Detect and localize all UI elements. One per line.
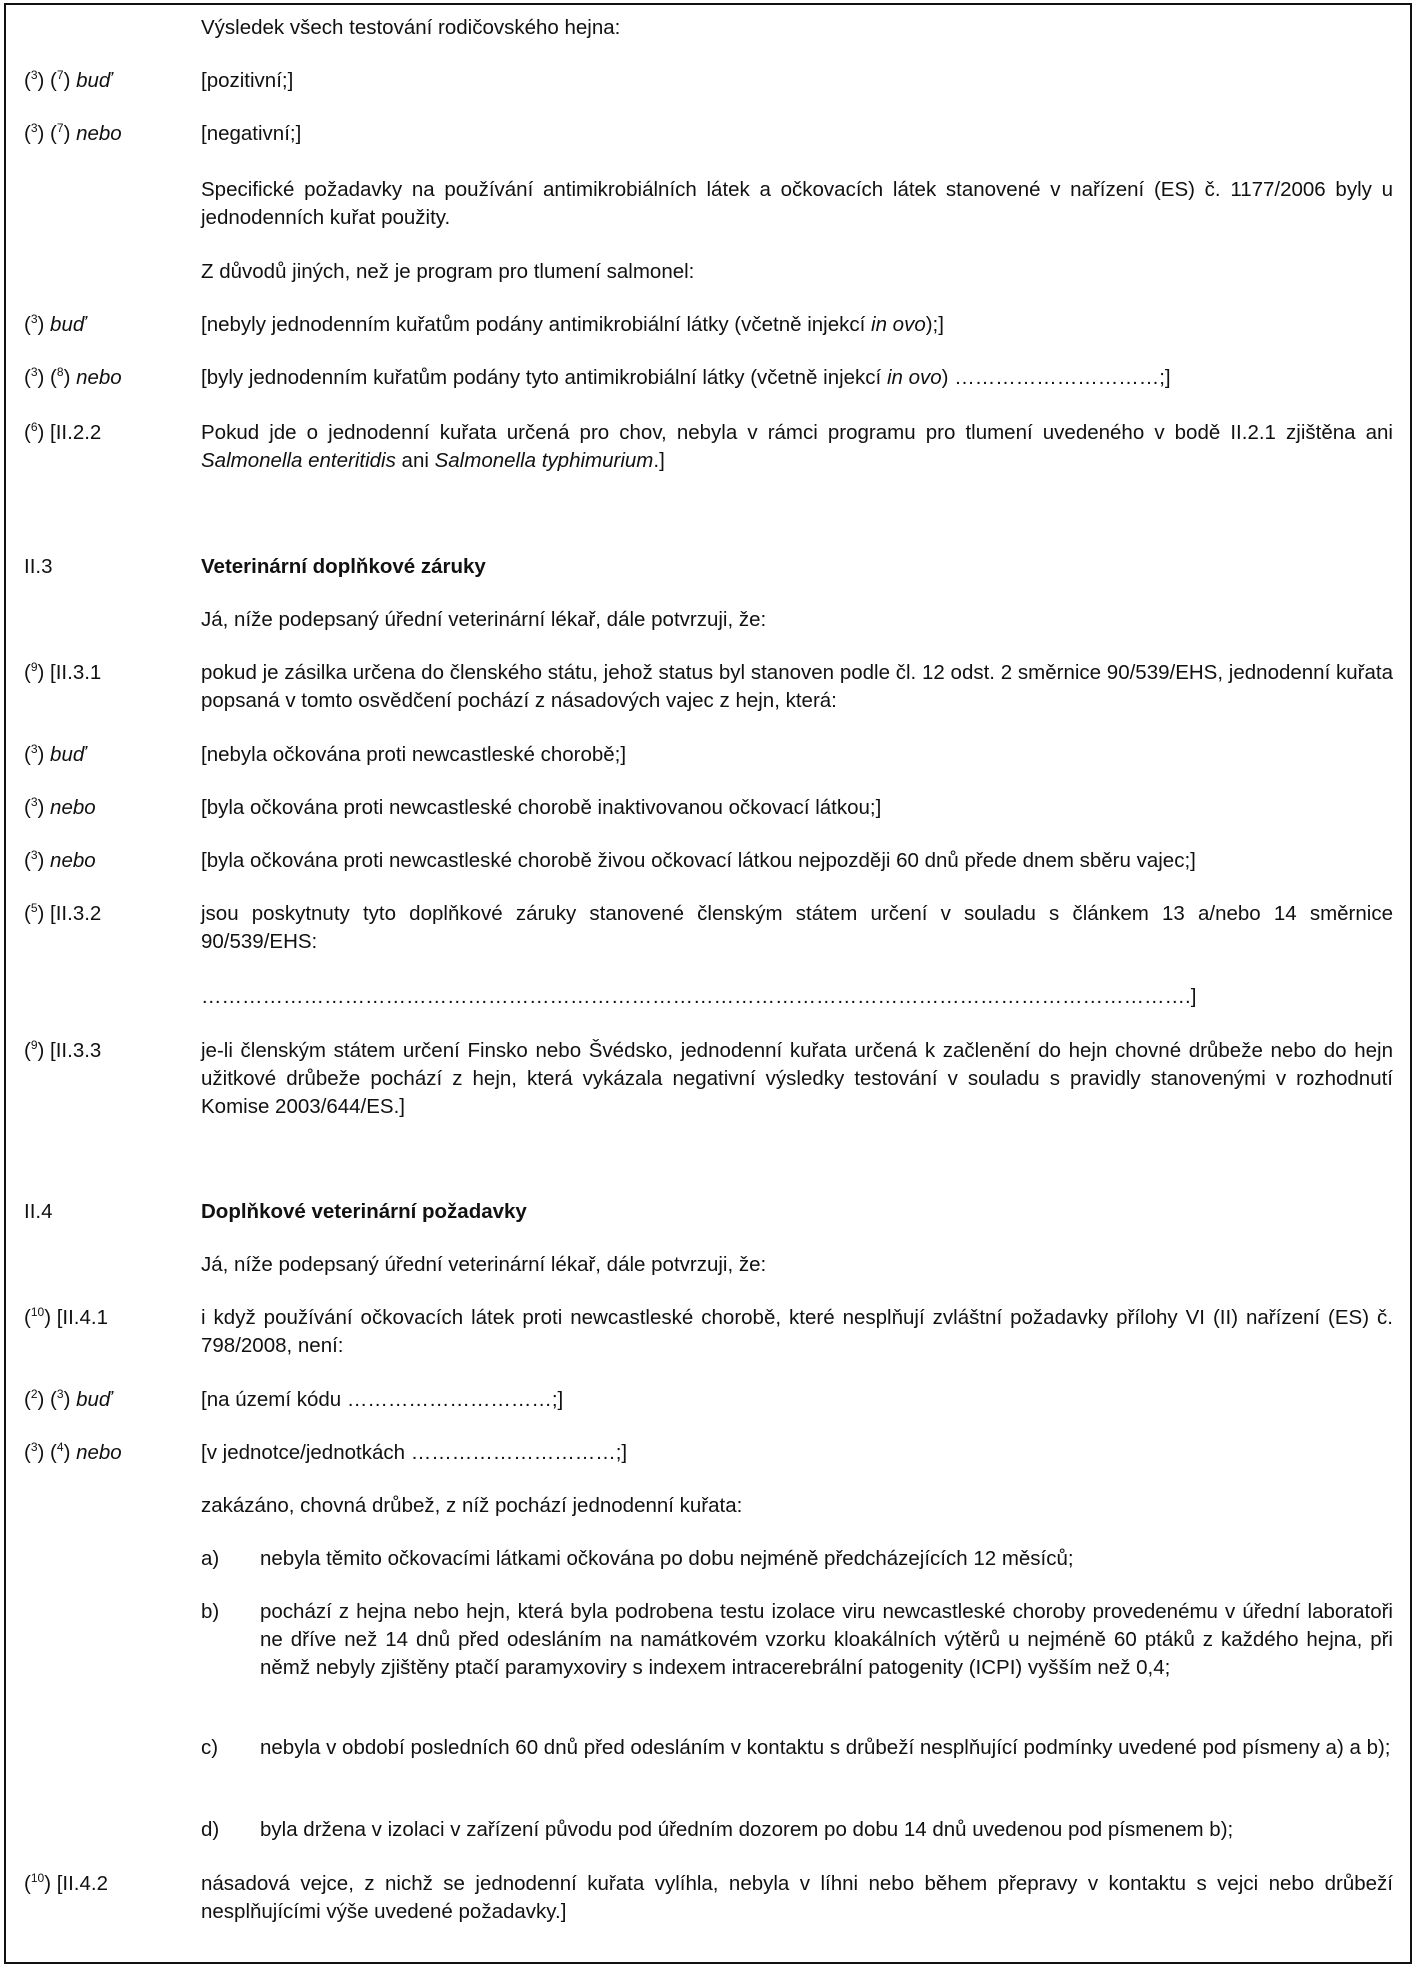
clause-text: [byla očkována proti newcastleské chorobě inaktivovanou očkovací látkou;]: [201, 796, 882, 819]
clause-label: II.4: [24, 1200, 53, 1223]
clause-text: [negativní;]: [201, 122, 302, 145]
clause-text: pokud je zásilka určena do členského státu, jehož status byl stanoven podle čl. 12 odst. 2 směrnice 90/539/EHS, jednodenní kuřata popsaná v tomto osvědčení pochází z násadových vajec z hejn, která:: [201, 661, 1393, 712]
clause-text: i když používání očkovacích látek proti newcastleské chorobě, které nesplňují zvláštní požadavky přílohy VI (II) nařízení (ES) č. 798/2008, není:: [201, 1306, 1393, 1357]
section-heading: Doplňkové veterinární požadavky: [201, 1200, 527, 1223]
clause-text: [na území kódu …………………………;]: [201, 1388, 564, 1411]
clause-text: Já, níže podepsaný úřední veterinární lékař, dále potvrzuji, že:: [201, 1253, 767, 1276]
clause-label: ($^3$) ($^8$) nebo: [24, 365, 122, 389]
clause-text: [pozitivní;]: [201, 69, 294, 92]
clause-text: je-li členským státem určení Finsko nebo Švédsko, jednodenní kuřata určená k začlenění do hejn chovné drůbeže nebo do hejn užitkové drůbeže pochází z hejn, která vykázala negativní výsledky testování v souladu s pravidly stanovenými v rozhodnutí Komise 2003/644/ES.]: [201, 1039, 1393, 1118]
clause-label: ($^9$) [II.3.1: [24, 660, 102, 684]
clause-label: ($^6$) [II.2.2: [24, 420, 102, 444]
clause-text: byla držena v izolaci v zařízení původu pod úředním dozorem po dobu 14 dnů uvedenou pod písmenem b);: [260, 1818, 1234, 1841]
clause-text: Já, níže podepsaný úřední veterinární lékař, dále potvrzuji, že:: [201, 608, 767, 631]
clause-label: ($^{10}$) [II.4.2: [24, 1871, 108, 1895]
list-letter: c): [201, 1736, 219, 1759]
clause-text: [byla očkována proti newcastleské chorobě živou očkovací látkou nejpozději 60 dnů přede dnem sběru vajec;]: [201, 849, 1196, 872]
clause-text: Výsledek všech testování rodičovského hejna:: [201, 16, 621, 39]
clause-text: pochází z hejna nebo hejn, která byla podrobena testu izolace viru newcastleské choroby provedenému v úřední laboratoři ne dříve než 14 dnů před odesláním na namátkovém vzorku kloakálních výtěrů u nejméně 60 ptáků z každého hejna, při němž nebyly zjištěny ptačí paramyxoviry s indexem intracerebrální patogenity (ICPI) vyšším než 0,4;: [260, 1600, 1393, 1679]
list-letter: a): [201, 1547, 220, 1570]
section-heading: Veterinární doplňkové záruky: [201, 555, 486, 578]
clause-label: II.3: [24, 555, 53, 578]
clause-label: ($^9$) [II.3.3: [24, 1038, 102, 1062]
clause-text: nebyla těmito očkovacími látkami očkována po dobu nejméně předcházejících 12 měsíců;: [260, 1547, 1074, 1570]
list-letter: d): [201, 1818, 220, 1841]
list-letter: b): [201, 1600, 220, 1623]
clause-text: [nebyly jednodenním kuřatům podány antimikrobiální látky (včetně injekcí in ovo);]: [201, 313, 944, 336]
clause-label: ($^3$) buď: [24, 742, 86, 766]
clause-text: násadová vejce, z nichž se jednodenní kuřata vylíhla, nebyla v líhni nebo během přepravy v kontaktu s vejci nebo drůbeží nesplňujícími výše uvedené požadavky.]: [201, 1872, 1393, 1923]
clause-label: ($^5$) [II.3.2: [24, 901, 102, 925]
clause-label: ($^3$) nebo: [24, 848, 96, 872]
clause-text: [nebyla očkována proti newcastleské chorobě;]: [201, 743, 627, 766]
clause-label: ($^3$) ($^7$) buď: [24, 68, 112, 92]
clause-label: ($^3$) ($^4$) nebo: [24, 1440, 122, 1464]
clause-label: ($^{10}$) [II.4.1: [24, 1305, 108, 1329]
clause-text: ……………………………………………………………………………………………………………………………….]: [201, 985, 1197, 1008]
clause-label: ($^3$) buď: [24, 312, 86, 336]
clause-text: Z důvodů jiných, než je program pro tlumení salmonel:: [201, 260, 695, 283]
clause-text: [byly jednodenním kuřatům podány tyto antimikrobiální látky (včetně injekcí in ovo) …………………………;]: [201, 366, 1171, 389]
clause-label: ($^3$) ($^7$) nebo: [24, 121, 122, 145]
clause-text: Specifické požadavky na používání antimikrobiálních látek a očkovacích látek stanovené v nařízení (ES) č. 1177/2006 byly u jednodenních kuřat použity.: [201, 178, 1393, 229]
clause-text: [v jednotce/jednotkách …………………………;]: [201, 1441, 628, 1464]
clause-text: jsou poskytnuty tyto doplňkové záruky stanovené členským státem určení v souladu s článkem 13 a/nebo 14 směrnice 90/539/EHS:: [201, 902, 1393, 953]
clause-label: ($^3$) nebo: [24, 795, 96, 819]
clause-text: zakázáno, chovná drůbež, z níž pochází jednodenní kuřata:: [201, 1494, 743, 1517]
clause-text: Pokud jde o jednodenní kuřata určená pro chov, nebyla v rámci programu pro tlumení uvedeného v bodě II.2.1 zjištěna ani Salmonella enteritidis ani Salmonella typhimurium.]: [201, 421, 1393, 472]
clause-label: ($^2$) ($^3$) buď: [24, 1387, 112, 1411]
clause-text: nebyla v období posledních 60 dnů před odesláním v kontaktu s drůbeží nesplňující podmínky uvedené pod písmeny a) a b);: [260, 1736, 1391, 1759]
